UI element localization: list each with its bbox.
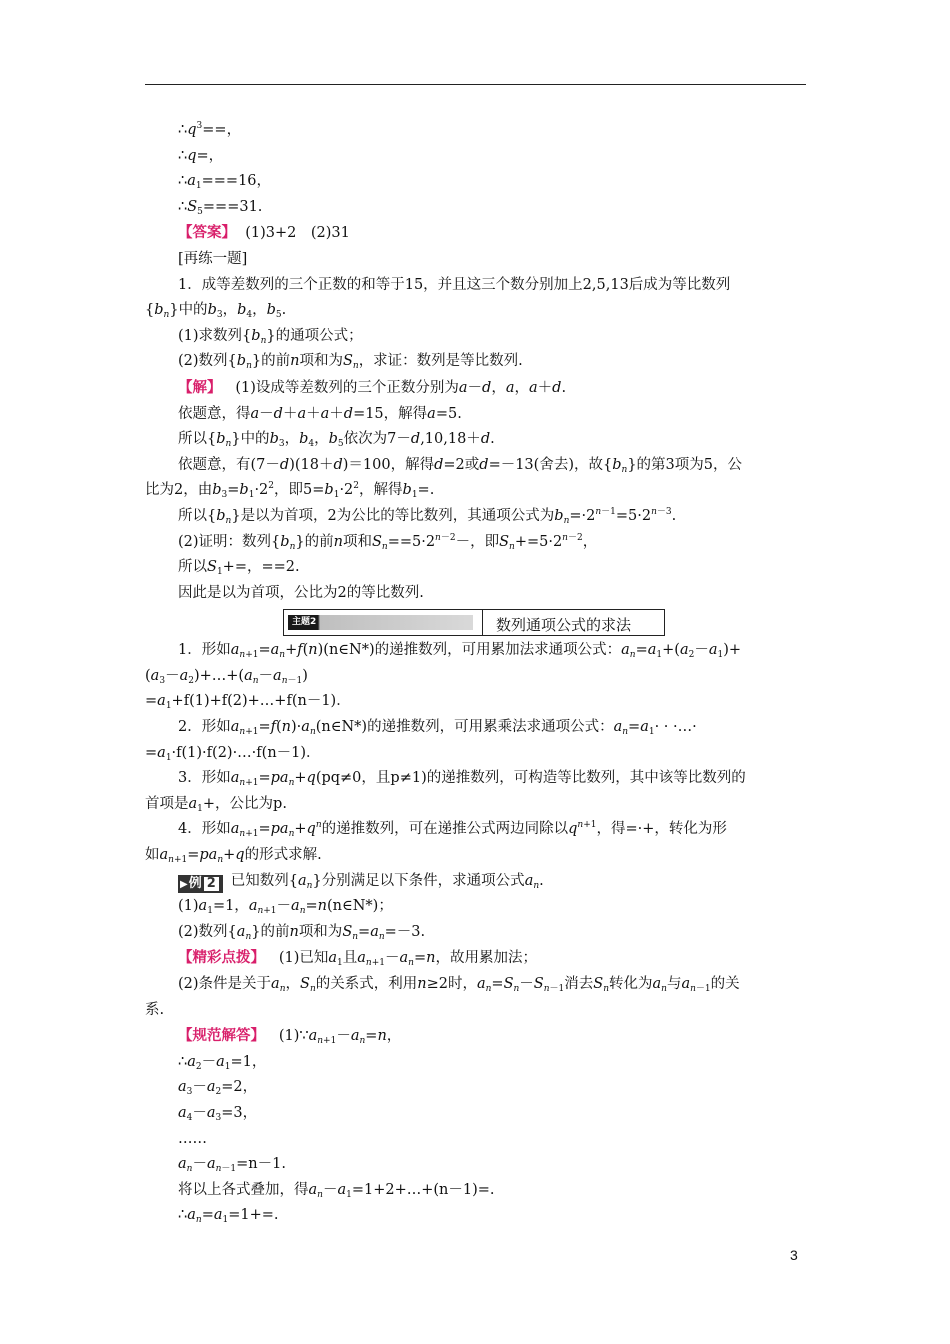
answer-label: 【答案】 [178,224,236,242]
method-3-cont: 首项是$a_1+$，公比为p. [145,795,287,814]
std-solution-1: 【规范解答】 $(1)\because a_{n+1}-a_n=n$， [178,1027,402,1047]
step-3: $a_4-a_3=3$， [178,1104,258,1123]
solution-label: 【解】 [178,378,222,396]
method-4: 4．形如$a_{n+1}=pa_n+q^n$的递推数列，可在递推公式两边同除以$q^{n+1}$，得=·+，转化为形 [178,820,727,840]
method-3: 3．形如$a_{n+1}=pa_n+q(pq\ne 0$，且p≠1)的递推数列，可构造等比数列，其中该等比数列的 [178,770,746,789]
topic-box [283,609,665,636]
play-icon: ▶ [180,878,188,890]
topic-header [145,608,806,638]
method-1: 1．形如$a_{n+1}=a_n+f(n)(n\in N*)$的递推数列，可用累加法求通项公式：$a_n=a_1+(a_2-a_1)+$ [178,642,742,661]
step-2: $a_3-a_2=2$， [178,1079,258,1098]
solution-line-3: 所以$\{b_n\}$中的$b_3$，$b_4$，$b_5$依次为7－d,10,18＋d. [178,431,495,450]
topic-title: 数列通项公式的求法 [496,616,632,635]
problem-1-cont: $\{b_n\}$中的$b_3$，$b_4$，$b_5$. [145,302,287,321]
solution-line-9: 因此是以为首项，公比为2的等比数列. [178,584,424,601]
practice-heading: [再练一题] [178,250,248,267]
solution-line-5: 比为2，由$b_3=b_1\cdot 2^2$，即$5=b_1\cdot 2^2$，解得$b_1=$. [145,481,435,501]
method-2-result: $=a_1\cdot f(1)\cdot f(2)\cdot\dots\cdot f(n-1)$． [145,744,321,763]
page-number: 3 [790,1247,798,1263]
method-4-cont: 如$a_{n+1}=pa_n+q$的形式求解. [145,847,322,866]
line-q3: $\therefore q^3==$， [178,121,242,138]
example-cond-1: $(1)a_1=1$，$a_{n+1}-a_n=n(n\in N*)$； [178,898,393,917]
final-line: $\therefore a_n=a_1=1+=$. [178,1207,279,1226]
method-1-cont: $(a_3-a_2)+\dots+(a_n-a_{n-1})$ [145,667,308,686]
page-content [145,118,806,1229]
line-a1: $\therefore a_1===16$， [178,173,272,192]
hint-label: 【精彩点拨】 [178,949,265,967]
example-badge: ▶例 2 [178,875,223,893]
problem-1-part2: (2)数列$\{b_n\}$的前n项和为$S_n$，求证：数列是等比数列. [178,353,523,372]
problem-1-part1: (1)求数列$\{b_n\}$的通项公式； [178,327,363,346]
step-dots: …… [178,1130,207,1147]
header-rule [145,84,806,85]
solution-line-1: 【解】 (1)设成等差数列的三个正数分别为a－d，a，a＋d. [178,378,567,396]
sum-line: 将以上各式叠加，得$a_n-a_1=1+2+\dots+(n-1)=$. [178,1181,495,1200]
method-2: 2．形如$a_{n+1}=f(n)\cdot a_n(n\in N*)$的递推数列，可用累乘法求通项公式：$a_n=a_1\cdot$ · ·…· [178,719,697,738]
example-stem: ▶例 2 已知数列$\{a_n\}$分别满足以下条件，求通项公式$a_n$. [180,872,544,891]
solution-line-8: 所以$S_1+=$，==2. [178,559,300,578]
solution-line-4: 依题意，有(7－d)(18＋d)＝100，解得d=2或d=－13(舍去)，故$\{b_n\}$的第3项为5，公 [178,456,742,475]
solution-line-6: 所以$\{b_n\}$是以为首项，2为公比的等比数列，其通项公式为$b_n=\cdot 2^{n-1}=5\cdot 2^{n-3}$. [178,506,677,526]
problem-1: 1．成等差数列的三个正数的和等于15，并且这三个数分别加上2,5,13后成为等比数列 [178,276,731,293]
step-4: $a_n-a_{n-1}=n-1$. [178,1156,286,1175]
hint-line-3: 系. [145,1001,165,1018]
topic-tag: 主题2 [288,615,473,630]
hint-line-1: 【精彩点拨】 (1)已知$a_1$且$a_{n+1}-a_n=n$，故用累加法； [178,949,537,969]
example-cond-2: (2)数列$\{a_n\}$的前n项和为$S_n=a_n=-3$. [178,923,426,942]
hint-line-2: (2)条件是关于$a_n$，$S_n$的关系式，利用n≥2时，$a_n=S_n-S_{n-1}$消去$S_n$转化为$a_n$与$a_{n-1}$的关 [178,976,740,994]
solution-line-2: 依题意，得a－d＋a＋a＋d=15，解得a=5. [178,405,462,422]
topic-divider [482,610,483,635]
step-1: $\therefore a_2-a_1=1$， [178,1053,267,1072]
std-solution-label: 【规范解答】 [178,1027,265,1045]
line-q: ∴q=， [178,147,224,164]
method-1-result: $=a_1+f(1)+f(2)+\dots+f(n-1)$． [145,693,351,712]
solution-line-7: (2)证明：数列$\{b_n\}$的前n项和$S_n==5\cdot 2^{n-2}-$，即$S_n+=5\cdot 2^{n-2}$， [178,532,598,552]
line-s5: $\therefore S_5===31$. [178,198,263,217]
answer-line: 【答案】 (1)3+2 (2)31 [178,224,350,242]
